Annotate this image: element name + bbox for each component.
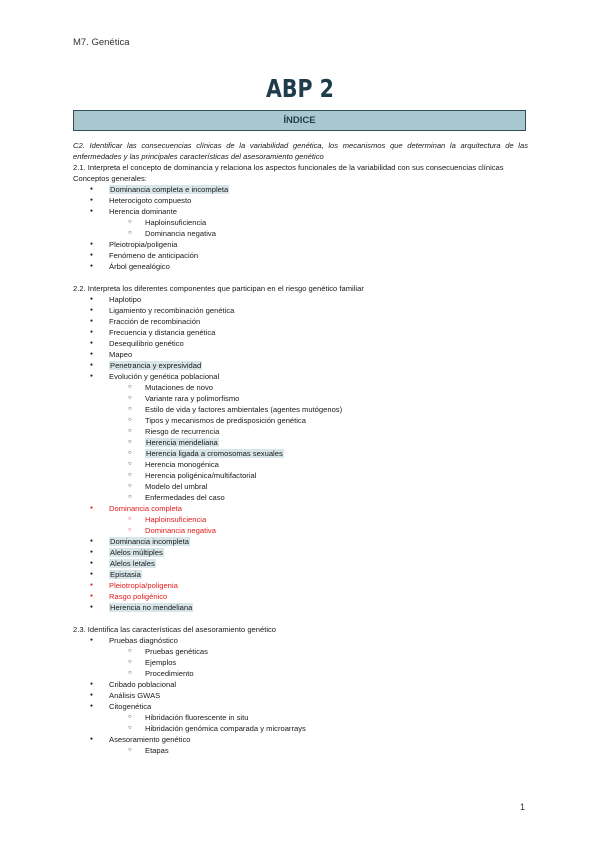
section-2-2-list — [73, 294, 528, 613]
list-item: ● Dominancia incompleta — [73, 536, 528, 547]
list-item: ● Desequilibrio genético — [73, 338, 528, 349]
section-2-3-list — [73, 635, 528, 756]
list-subitem: ○ Modelo del umbral — [73, 481, 528, 492]
list-item: ● Evolución y genética poblacional — [73, 371, 528, 382]
list-item: ● Análisis GWAS — [73, 690, 528, 701]
list-subitem: ○ Haploinsuficiencia — [73, 514, 528, 525]
list-item: ● Mapeo — [73, 349, 528, 360]
list-item: ● Fenómeno de anticipación — [73, 250, 528, 261]
list-item: ● Fracción de recombinación — [73, 316, 528, 327]
list-item: ● Asesoramiento genético — [73, 734, 528, 745]
page-title: ABP 2 — [266, 74, 334, 103]
list-item: ● Haplotipo — [73, 294, 528, 305]
list-subitem: ○ Tipos y mecanismos de predisposición genética — [73, 415, 528, 426]
section-2-1-list — [73, 184, 528, 272]
list-subitem: ○ Dominancia negativa — [73, 525, 528, 536]
section-2-3-heading: 2.3. Identifica las características del asesoramiento genético — [73, 625, 277, 634]
list-item: ● Herencia no mendeliana — [73, 602, 528, 613]
list-item: ● Dominancia completa — [73, 503, 528, 514]
list-item: ● Árbol genealógico — [73, 261, 528, 272]
document-body — [73, 140, 528, 756]
list-item: ● Frecuencia y distancia genética — [73, 327, 528, 338]
list-item: ● Epistasia — [73, 569, 528, 580]
section-2-2-heading: 2.2. Interpreta los diferentes componentes que participan en el riesgo genético familiar — [73, 284, 364, 293]
list-item: ● Cribado poblacional — [73, 679, 528, 690]
list-subitem: ○ Hibridación genómica comparada y microarrays — [73, 723, 528, 734]
page-number: 1 — [520, 802, 526, 812]
list-subitem: ○ Procedimiento — [73, 668, 528, 679]
list-item: ● Pruebas diagnóstico — [73, 635, 528, 646]
list-subitem: ○ Enfermedades del caso — [73, 492, 528, 503]
list-subitem: ○ Riesgo de recurrencia — [73, 426, 528, 437]
list-subitem: ○ Herencia mendeliana — [73, 437, 528, 448]
list-subitem: ○ Dominancia negativa — [73, 228, 528, 239]
section-2-1-heading: 2.1. Interpreta el concepto de dominancia y relaciona los aspectos funcionales de la variabilidad con sus consecuencias clínicas — [73, 163, 504, 172]
section-2-1-subheading: Conceptos generales: — [73, 174, 147, 183]
list-subitem: ○ Haploinsuficiencia — [73, 217, 528, 228]
list-subitem: ○ Hibridación fluorescente in situ — [73, 712, 528, 723]
list-subitem: ○ Estilo de vida y factores ambientales (agentes mutógenos) — [73, 404, 528, 415]
list-subitem: ○ Ejemplos — [73, 657, 528, 668]
index-title: ÍNDICE — [283, 115, 316, 126]
running-header: M7. Genética — [73, 37, 130, 48]
list-subitem: ○ Pruebas genéticas — [73, 646, 528, 657]
index-banner — [73, 110, 526, 131]
list-subitem: ○ Etapas — [73, 745, 528, 756]
list-item: ● Ligamiento y recombinación genética — [73, 305, 528, 316]
list-subitem: ○ Mutaciones de novo — [73, 382, 528, 393]
list-item: ● Penetrancia y expresividad — [73, 360, 528, 371]
list-item: ● Dominancia completa e incompleta — [73, 184, 528, 195]
list-subitem: ○ Herencia poligénica/multifactorial — [73, 470, 528, 481]
list-item: ● Herencia dominante — [73, 206, 528, 217]
list-item: ● Citogenética — [73, 701, 528, 712]
list-item: ● Alelos letales — [73, 558, 528, 569]
list-item: ● Pleiotropía/poligenia — [73, 580, 528, 591]
list-subitem: ○ Variante rara y polimorfismo — [73, 393, 528, 404]
list-subitem: ○ Herencia ligada a cromosomas sexuales — [73, 448, 528, 459]
list-item: ● Rasgo poligénico — [73, 591, 528, 602]
list-subitem: ○ Herencia monogénica — [73, 459, 528, 470]
list-item: ● Pleiotropia/poligenia — [73, 239, 528, 250]
competence-statement: C2. Identificar las consecuencias clínicas de la variabilidad genética, los mecanismos que determinan la arquitectura de las enfermedades y las principales características del asesoramiento genético — [73, 141, 528, 161]
list-item: ● Heterocigoto compuesto — [73, 195, 528, 206]
list-item: ● Alelos múltiples — [73, 547, 528, 558]
